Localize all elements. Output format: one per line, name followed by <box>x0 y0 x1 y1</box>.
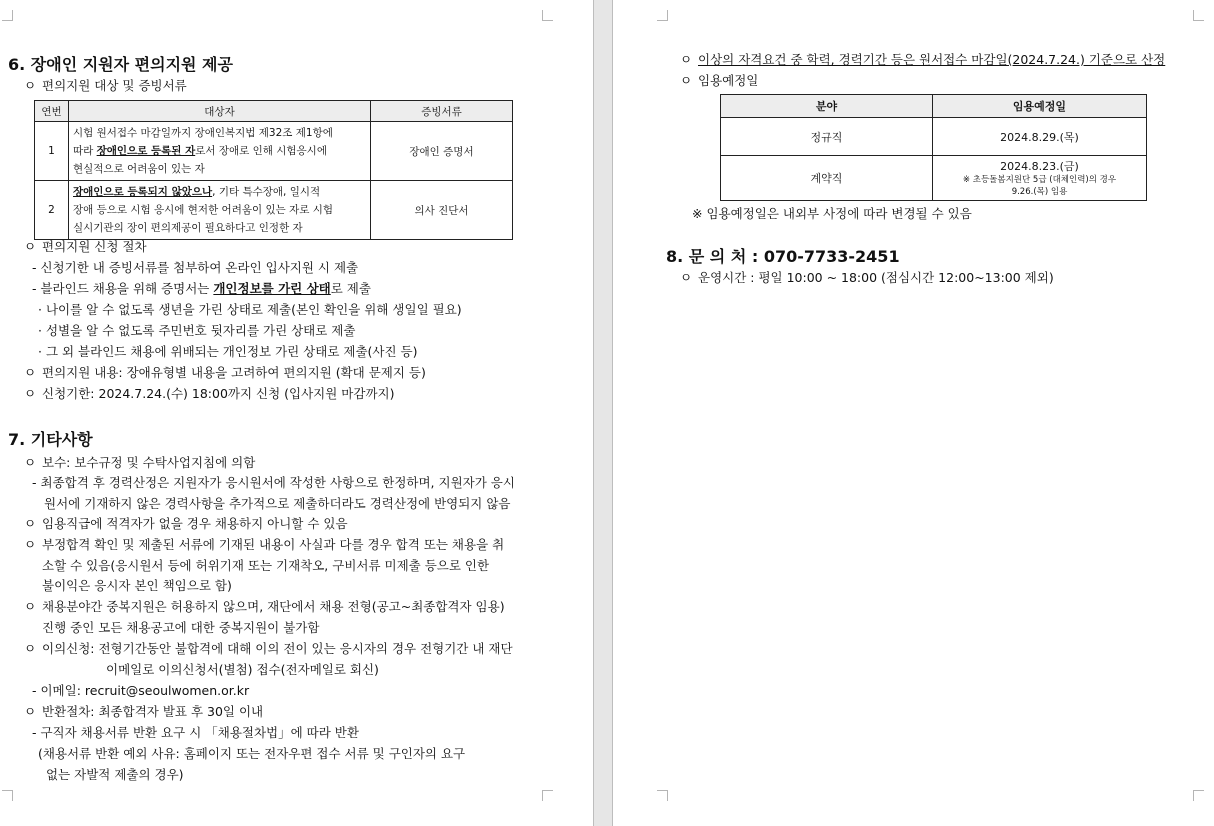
support-target-table <box>34 100 513 240</box>
circle-bullet-icon: ㅇ <box>24 386 37 401</box>
deadline-bullet-text: 신청기한: 2024.7.24.(수) 18:00까지 신청 (입사지원 마감까지) <box>42 386 395 401</box>
no-hire-bullet-text: 임용직급에 적격자가 없을 경우 채용하지 아니할 수 있음 <box>42 516 348 531</box>
crop-mark <box>1193 10 1204 21</box>
header-doc: 증빙서류 <box>371 101 513 122</box>
text-span: 로 제출 <box>330 281 371 296</box>
circle-bullet-icon: ㅇ <box>24 704 37 719</box>
circle-bullet-icon: ㅇ <box>24 78 37 93</box>
circle-bullet-icon: ㅇ <box>24 365 37 380</box>
qualification-text: 이상의 자격요건 중 학력, 경력기간 등은 원서접수 마감일(2024.7.24.) 기준으로 산정 <box>698 52 1166 67</box>
hours-text: 운영시간 : 평일 10:00 ~ 18:00 (점심시간 12:00~13:00 제외) <box>698 270 1054 285</box>
section-7-heading: 7. 기타사항 <box>8 430 93 449</box>
header-no: 연번 <box>35 101 69 122</box>
appeal-line-1: 이의신청: 전형기간동안 불합격에 대해 이의 전이 있는 응시자의 경우 전형기간 내 재단 <box>42 641 513 656</box>
content-bullet <box>24 365 426 381</box>
text-span: 로서 장애로 인해 시험응시에 <box>195 145 327 157</box>
text-span: , 기타 특수장애, 일시적 <box>212 186 321 198</box>
pay-bullet <box>24 455 255 471</box>
procedure-sub-1: · 나이를 알 수 없도록 생년을 가린 상태로 제출(본인 확인을 위해 생일일 필요) <box>38 302 462 317</box>
procedure-bullet-text: 편의지원 신청 절차 <box>42 239 147 254</box>
row-doc: 장애인 증명서 <box>371 122 513 181</box>
schedule-bullet-text: 임용예정일 <box>698 73 759 88</box>
table-row <box>721 156 1147 201</box>
crop-mark <box>542 790 553 801</box>
schedule-change-note: ※ 임용예정일은 내외부 사정에 따라 변경될 수 있음 <box>692 206 972 221</box>
procedure-sub-2: · 성별을 알 수 없도록 주민번호 뒷자리를 가린 상태로 제출 <box>38 323 356 338</box>
crop-mark <box>657 10 668 21</box>
table-row <box>35 181 513 240</box>
circle-bullet-icon: ㅇ <box>24 537 37 552</box>
text-span: 따라 <box>73 145 97 157</box>
schedule-bullet <box>680 73 758 89</box>
procedure-line-2 <box>32 281 371 297</box>
procedure-bullet <box>24 239 147 255</box>
fraud-line-1: 부정합격 확인 및 제출된 서류에 기재된 내용이 사실과 다를 경우 합격 또는 채용을 취 <box>42 537 505 552</box>
circle-bullet-icon: ㅇ <box>680 270 693 285</box>
row-target-line: 실시기관의 장이 편의제공이 필요하다고 인정한 자 <box>73 222 303 234</box>
return-line-3: 없는 자발적 제출의 경우) <box>46 767 184 782</box>
header-date: 임용예정일 <box>933 95 1147 118</box>
crop-mark <box>1193 790 1204 801</box>
fraud-line-2: 소할 수 있음(응시원서 등에 허위기재 또는 기재착오, 구비서류 미제출 등으로 인한 <box>42 558 490 573</box>
qualification-bullet <box>680 52 1165 68</box>
circle-bullet-icon: ㅇ <box>24 455 37 470</box>
duplicate-bullet <box>24 599 505 615</box>
return-line-2: (채용서류 반환 예외 사유: 홈페이지 또는 전자우편 접수 서류 및 구인자의 요구 <box>38 746 466 761</box>
return-bullet-text: 반환절차: 최종합격자 발표 후 30일 이내 <box>42 704 264 719</box>
table-header-row <box>35 101 513 122</box>
procedure-sub-3: · 그 외 블라인드 채용에 위배되는 개인정보 가린 상태로 제출(사진 등) <box>38 344 418 359</box>
duplicate-line-2: 진행 중인 모든 채용공고에 대한 중복지원이 불가함 <box>42 620 320 635</box>
crop-mark <box>2 790 13 801</box>
row-target-line: 장애 등으로 시험 응시에 현저한 어려움이 있는 자로 시험 <box>73 204 333 216</box>
row-no: 2 <box>35 181 69 240</box>
emphasis-text: 장애인으로 등록되지 않았으나 <box>73 186 213 198</box>
return-line-1: - 구직자 채용서류 반환 요구 시 「채용절차법」에 따라 반환 <box>32 725 359 740</box>
row-date-note: 9.26.(목) 임용 <box>1011 187 1068 197</box>
hours-bullet <box>680 270 1054 286</box>
row-date: 2024.8.29.(목) <box>933 118 1147 156</box>
duplicate-line-1: 채용분야간 중복지원은 허용하지 않으며, 재단에서 채용 전형(공고~최종합격자 임용) <box>42 599 505 614</box>
circle-bullet-icon: ㅇ <box>24 599 37 614</box>
header-target: 대상자 <box>69 101 371 122</box>
appointment-schedule-table <box>720 94 1147 201</box>
table-row <box>721 118 1147 156</box>
document-page-left <box>0 0 593 826</box>
appeal-line-2: 이메일로 이의신청서(별첨) 접수(전자메일로 회신) <box>106 662 379 677</box>
row-target-line <box>73 142 366 160</box>
fraud-line-3: 불이익은 응시자 본인 책임으로 함) <box>42 578 232 593</box>
appeal-bullet <box>24 641 513 657</box>
row-doc: 의사 진단서 <box>371 181 513 240</box>
page-gutter <box>593 0 613 826</box>
header-field: 분야 <box>721 95 933 118</box>
row-target <box>69 122 371 181</box>
circle-bullet-icon: ㅇ <box>24 641 37 656</box>
emphasis-text: 장애인으로 등록된 자 <box>96 145 196 157</box>
fraud-bullet <box>24 537 504 553</box>
deadline-bullet <box>24 386 394 402</box>
emphasis-text: 개인정보를 가린 상태 <box>213 281 331 296</box>
pay-line-1: - 최종합격 후 경력산정은 지원자가 응시원서에 작성한 사항으로 한정하며, 지원자가 응시 <box>32 475 515 490</box>
row-date-note: ※ 초등돌봄지원단 5급 (대체인력)의 경우 <box>962 175 1117 185</box>
no-hire-bullet <box>24 516 348 532</box>
circle-bullet-icon: ㅇ <box>680 52 693 67</box>
circle-bullet-icon: ㅇ <box>24 516 37 531</box>
crop-mark <box>657 790 668 801</box>
procedure-line-1: - 신청기한 내 증빙서류를 첨부하여 온라인 입사지원 시 제출 <box>32 260 359 275</box>
row-target-line: 현실적으로 어려움이 있는 자 <box>73 163 205 175</box>
circle-bullet-icon: ㅇ <box>24 239 37 254</box>
target-bullet <box>24 78 187 94</box>
return-bullet <box>24 704 263 720</box>
email-line: - 이메일: recruit@seoulwomen.or.kr <box>32 683 250 698</box>
row-field: 계약직 <box>721 156 933 201</box>
table-row <box>35 122 513 181</box>
crop-mark <box>2 10 13 21</box>
row-field: 정규직 <box>721 118 933 156</box>
row-target-line: 시험 원서접수 마감일까지 장애인복지법 제32조 제1항에 <box>73 127 333 139</box>
crop-mark <box>542 10 553 21</box>
target-bullet-text: 편의지원 대상 및 증빙서류 <box>42 78 187 93</box>
pay-line-2: 원서에 기재하지 않은 경력사항을 추가적으로 제출하더라도 경력산정에 반영되지 않음 <box>44 496 511 511</box>
table-header-row <box>721 95 1147 118</box>
row-target <box>69 181 371 240</box>
section-6-heading: 6. 장애인 지원자 편의지원 제공 <box>8 55 233 74</box>
content-bullet-text: 편의지원 내용: 장애유형별 내용을 고려하여 편의지원 (확대 문제지 등) <box>42 365 426 380</box>
row-date <box>933 156 1147 201</box>
row-target-line <box>73 183 366 201</box>
row-no: 1 <box>35 122 69 181</box>
row-date-text: 2024.8.23.(금) <box>1000 160 1079 173</box>
text-span: - 블라인드 채용을 위해 증명서는 <box>32 281 214 296</box>
circle-bullet-icon: ㅇ <box>680 73 693 88</box>
section-8-heading: 8. 문 의 처 : 070-7733-2451 <box>666 247 900 266</box>
pay-bullet-text: 보수: 보수규정 및 수탁사업지침에 의함 <box>42 455 256 470</box>
